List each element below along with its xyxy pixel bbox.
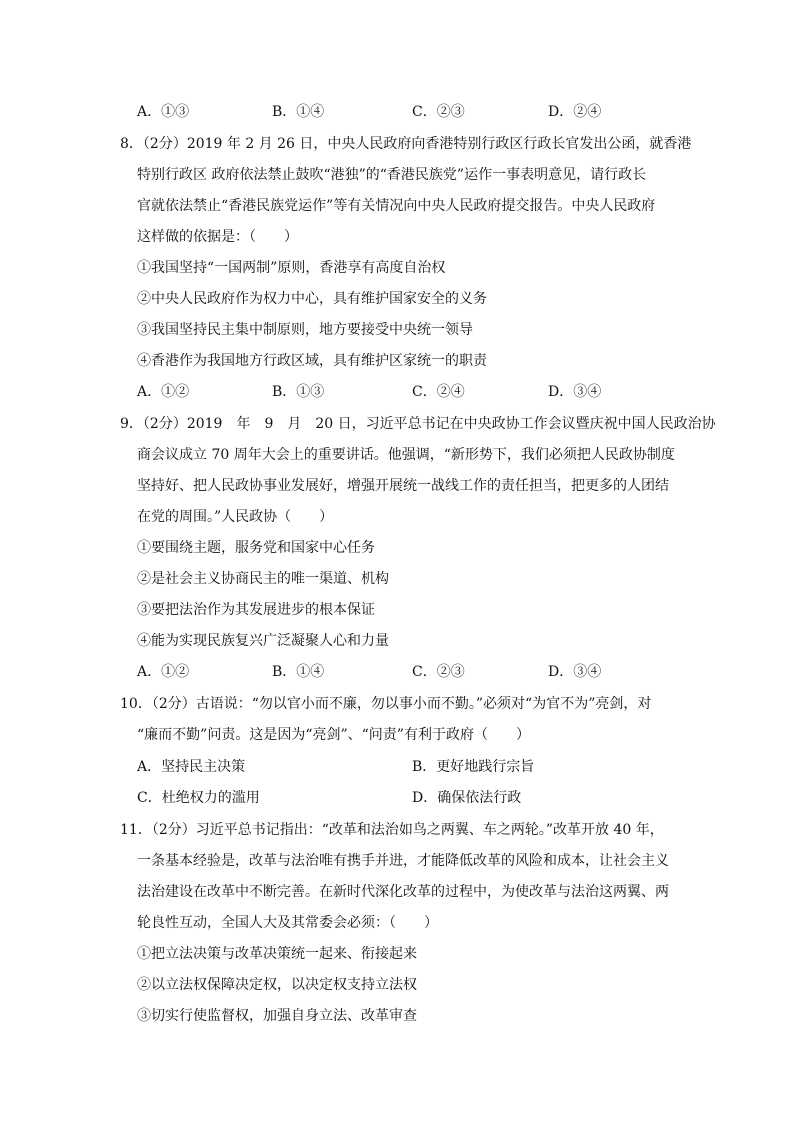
option-d[interactable]: D．确保依法行政 — [412, 790, 522, 806]
option-c[interactable]: C．②③ — [412, 104, 465, 120]
question-stem-line: 9．（2分）2019 年 9 月 20 日，习近平总书记在中央政协工作会议暨庆祝中国人民政治协 — [120, 416, 716, 432]
statement-item: ③我国坚持民主集中制原则，地方要接受中央统一领导 — [137, 322, 473, 338]
statement-item: ①要围绕主题，服务党和国家中心任务 — [137, 540, 375, 556]
question-stem-line: 坚持好、把人民政协事业发展好，增强开展统一战线工作的责任担当，把更多的人团结 — [137, 478, 669, 494]
question-stem-line: 特别行政区 政府依法禁止鼓吹“港独”的“香港民族党”运作一事表明意见，请行政长 — [137, 167, 647, 183]
question-stem-line: 一条基本经验是，改革与法治唯有携手并进，才能降低改革的风险和成本，让社会主义 — [137, 853, 669, 869]
question-stem-line: 在党的周围。”人民政协（ ） — [137, 509, 334, 525]
option-a[interactable]: A．①③ — [137, 104, 190, 120]
statement-item: ①把立法决策与改革决策统一起来、衔接起来 — [137, 946, 417, 962]
statement-item: ④香港作为我国地方行政区域，具有维护区家统一的职责 — [137, 353, 487, 369]
question-stem-line: 法治建设在改革中不断完善。在新时代深化改革的过程中，为使改革与法治这两翼、两 — [137, 884, 669, 900]
question-stem-line: 8．（2分）2019 年 2 月 26 日，中央人民政府向香港特别行政区行政长官发出公函，就香港 — [120, 136, 692, 152]
option-b[interactable]: B．①④ — [272, 104, 325, 120]
statement-item: ①我国坚持“一国两制”原则，香港享有高度自治权 — [137, 260, 446, 276]
question-stem-line: 10．（2分）古语说：“勿以官小而不廉，勿以事小而不勤。”必须对“为官不为”亮剑，对 — [120, 696, 652, 712]
option-d[interactable]: D．③④ — [548, 384, 602, 400]
option-a[interactable]: A．①② — [137, 384, 190, 400]
question-stem-line: “廉而不勤”问责。这是因为“亮剑”、“问责”有利于政府（ ） — [137, 727, 530, 743]
statement-item: ③切实行使监督权，加强自身立法、改革审查 — [137, 1008, 417, 1024]
statement-item: ②是社会主义协商民主的唯一渠道、机构 — [137, 571, 389, 587]
option-c[interactable]: C．杜绝权力的滥用 — [137, 790, 260, 806]
statement-item: ④能为实现民族复兴广泛凝聚人心和力量 — [137, 633, 389, 649]
option-b[interactable]: B．①③ — [272, 384, 325, 400]
question-stem-line: 这样做的依据是：（ ） — [137, 229, 298, 245]
option-b[interactable]: B．①④ — [272, 664, 325, 680]
option-c[interactable]: C．②④ — [412, 384, 465, 400]
option-a[interactable]: A．①② — [137, 664, 190, 680]
option-a[interactable]: A．坚持民主决策 — [137, 759, 246, 775]
statement-item: ③要把法治作为其发展进步的根本保证 — [137, 602, 375, 618]
statement-item: ②中央人民政府作为权力中心，具有维护国家安全的义务 — [137, 291, 487, 307]
question-stem-line: 商会议成立 70 周年大会上的重要讲话。他强调，“新形势下，我们必须把人民政协制度 — [137, 447, 675, 463]
question-stem-line: 官就依法禁止“香港民族党运作”等有关情况向中央人民政府提交报告。中央人民政府 — [137, 198, 656, 214]
option-d[interactable]: D．③④ — [548, 664, 602, 680]
question-stem-line: 11．（2分）习近平总书记指出：“改革和法治如鸟之两翼、车之两轮。”改革开放 40 年， — [120, 822, 664, 838]
option-d[interactable]: D．②④ — [548, 104, 602, 120]
statement-item: ②以立法权保障决定权，以决定权支持立法权 — [137, 977, 417, 993]
question-stem-line: 轮良性互动，全国人大及其常委会必须：（ ） — [137, 915, 438, 931]
option-b[interactable]: B．更好地践行宗旨 — [412, 759, 535, 775]
option-c[interactable]: C．②③ — [412, 664, 465, 680]
